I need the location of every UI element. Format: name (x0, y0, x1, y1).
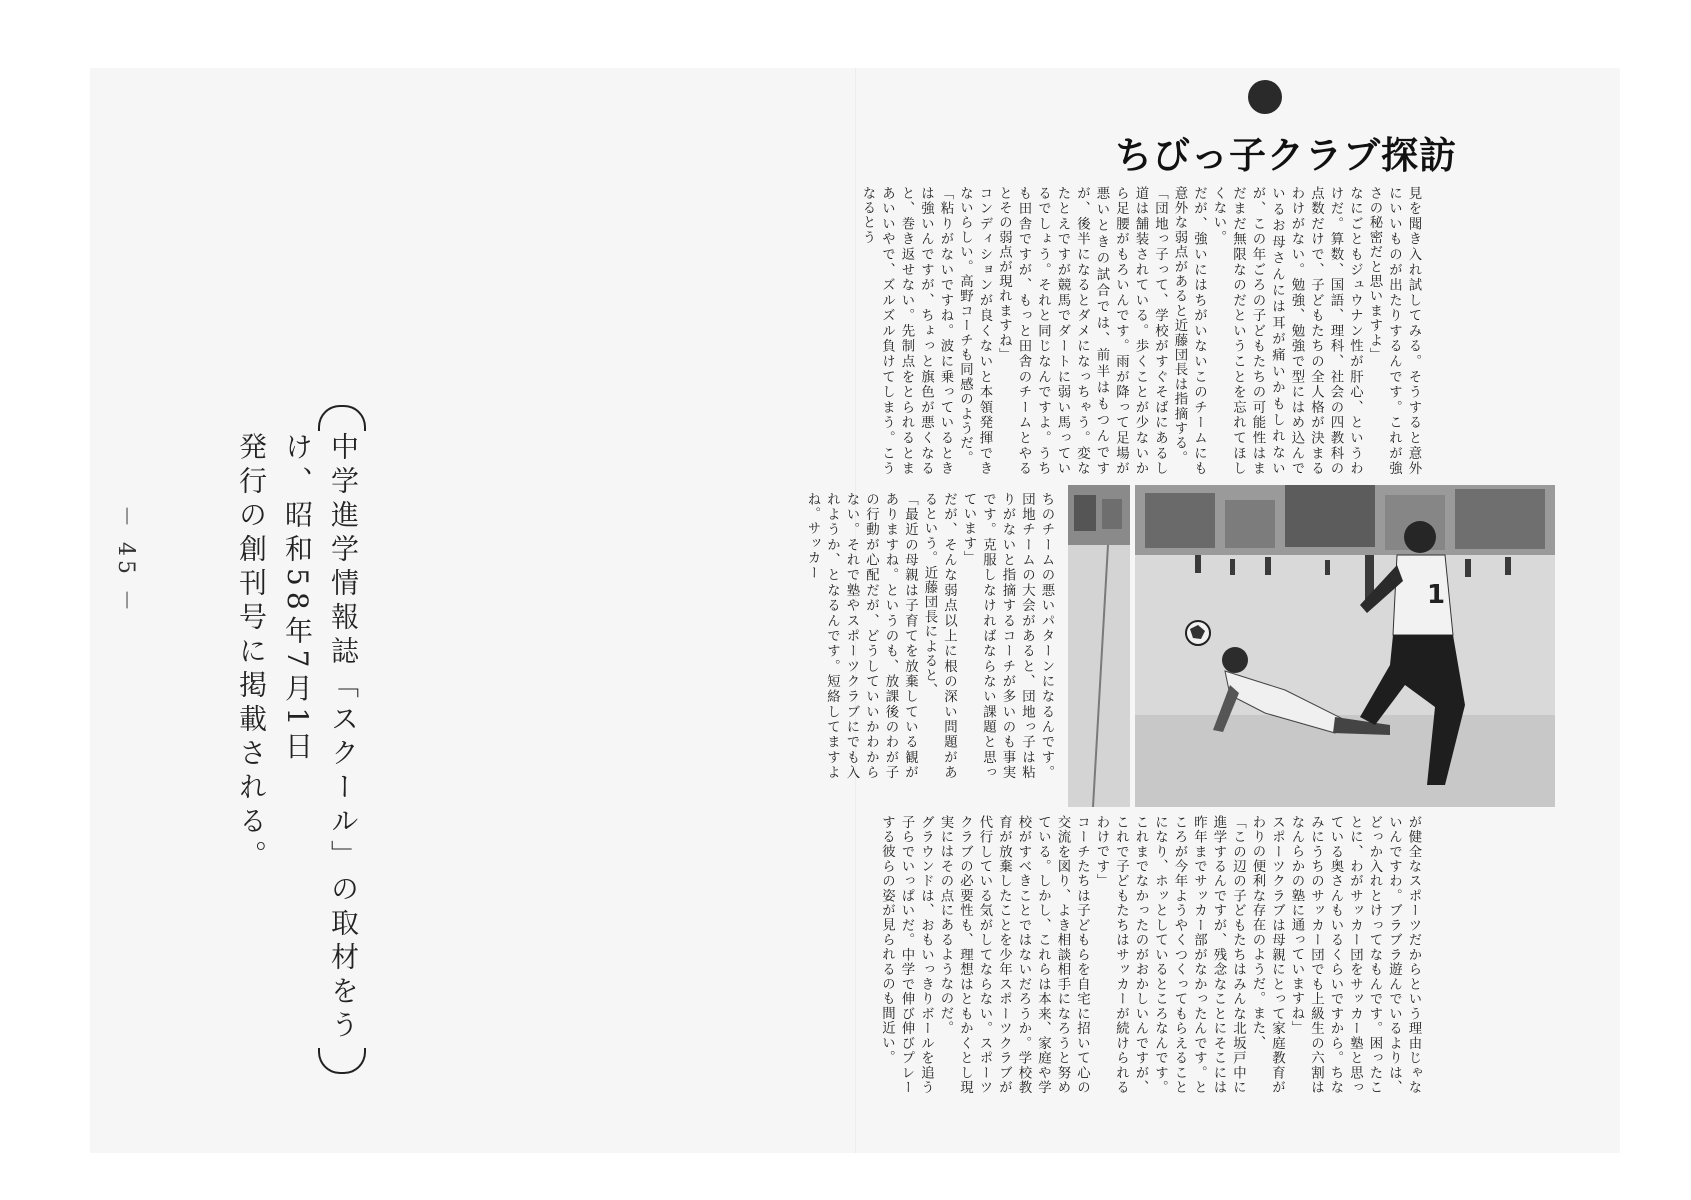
paragraph: 「団地っ子って、学校がすぐそばにあるし道は舗装されている。歩くことが少ないから足腰がもろいんです。雨が降って足場が悪いときの試合では、前半はもつんですが、後半になるとダメになっちゃう。変なたとえですが競馬でダートに弱い馬っているでしょう。それと同じなんですよ。うちも田舎ですが、もっと田舎のチームとやるとその弱点が現れますね」 (996, 186, 1168, 476)
article-header: ちびっ子クラブ探訪 (1115, 134, 1457, 177)
photo-strip-image (1068, 485, 1130, 807)
soccer-photo (1135, 485, 1555, 807)
paragraph: 「この辺の子どもたちはみんな北坂戸中に進学するんですが、残念なことにそこには昨年までサッカー部がなかったんです。ところが今年ようやくつくってもらえることになり、ホッとしているところなんです。これまでなかったのがおかしいんですが、これで子どもたちはサッカーが続けられるわけです」 (1094, 815, 1246, 1095)
paragraph: 「粘りがないですね。波に乗っているときは強いんですが、ちょっと旗色が悪くなると、巻き返せない。先制点をとられるとまあいいやで、ズルズル負けてしまう。こうなるとう (860, 186, 953, 476)
soccer-photo-image (1135, 485, 1555, 807)
margin-note-line-1: 中学進学情報誌「スクール」の取材をうけ、昭和58年7月1日 (281, 432, 360, 1044)
article-column-top (860, 186, 1423, 476)
paragraph: だが、強いにはちがいないこのチームにも意外な弱点があると近藤団長は指摘する。 (1172, 186, 1207, 476)
paragraph: スポーツクラブは母親にとって家庭教育がわりの便利な存在のようだ。また、 (1250, 815, 1285, 1095)
paragraph: ちのチームの悪いパターンになるんです。団地チームの大会があると、団地っ子は粘りがないと指摘するコーチが多いのも事実です。克服しなければならない課題と思っています」 (961, 492, 1054, 780)
paragraph: コンディションが良くないと本領発揮できないらしい。高野コーチも同感のようだ。 (957, 186, 992, 476)
page-number: － 45 － (113, 505, 138, 615)
margin-note-line-2: 発行の創刊号に掲載される。 (235, 432, 268, 874)
paragraph: 「最近の母親は子育てを放棄している観がありますね。というのも、放課後のわが子の行動が心配だが、どうしていいかわからない。それで塾やスポーツクラブにでも入れようか、となるんです。短絡してますよね。サッカー (805, 492, 918, 780)
paragraph: だが、そんな弱点以上に根の深い問題があるという。近藤団長によると、 (922, 492, 957, 780)
margin-note (228, 432, 366, 1052)
paragraph: コーチたちは子どもらを自宅に招いて心の交流を図り、よき相談相手になろうと努めている。しかし、これらは本来、家庭や学校がすべきことではないだろうか。学校教育が放棄したことを少年スポーツクラブが代行している気がしてならない。スポーツクラブの必要性も、理想はともかくとし現実にはその点にあるようなのだ。 (938, 815, 1090, 1095)
paragraph: が健全なスポーツだからという理由じゃないんですわ。ブラブラ遊んでいるよりは、どっか入れとけってなもんです。困ったことに、わがサッカー団をサッカー塾と思っている奥さんもいるくらいですから。ちなみにうちのサッカー団でも上級生の六割はなんらかの塾に通っていますね」 (1289, 815, 1421, 1095)
paragraph: なにごともジュウナン性が肝心、というわけだ。算数、国語、理科、社会の四教科の点数だけで、子どもたちの全人格が決まるわけがない。勉強、勉強で型にはめ込んでいるお母さんには耳が痛いかもしれないが、この年ごろの子どもたちの可能性はまだまだ無限なのだということを忘れてほしくない。 (1211, 186, 1363, 476)
paragraph: グラウンドは、おもいっきりボールを追う子らでいっぱいだ。中学で伸び伸びプレーする彼らの姿が見られるのも間近い。 (879, 815, 934, 1095)
jersey-number: 1 (1427, 580, 1446, 610)
photo-strip (1068, 485, 1130, 807)
article-column-middle (805, 492, 1056, 780)
header-bullet-icon (1248, 80, 1282, 114)
article-column-bottom (878, 815, 1423, 1095)
paragraph: 見を聞き入れ試してみる。そうすると意外にいいものが出たりするんです。これが強さの秘密だと思いますよ」 (1367, 186, 1421, 476)
